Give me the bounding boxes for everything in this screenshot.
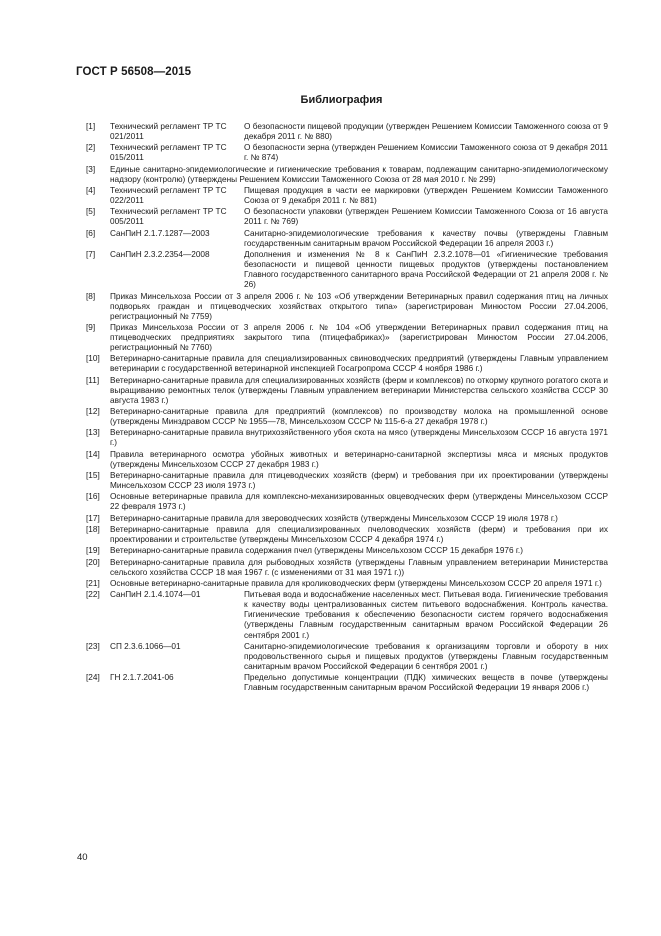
bibliography-entry	[86, 450, 608, 470]
entry-number: [20]	[86, 557, 100, 567]
entry-number: [7]	[86, 250, 96, 260]
entry-description: Основные ветеринарные правила для комплексно-механизированных овцеводческих ферм (утверждены Минсельхозом СССР 22 февраля 1973 г.)	[110, 492, 608, 512]
bibliography-entry	[86, 250, 608, 290]
entry-number: [9]	[86, 322, 96, 332]
entry-number: [4]	[86, 186, 96, 196]
entry-number: [14]	[86, 449, 100, 459]
entry-description: Санитарно-эпидемиологические требования к организациям торговли и обороту в них продовольственного сырья и пищевых продуктов (утверждены Главным государственным санитарным врачом Российской Федерации 6 сентября 2001 г.)	[244, 641, 608, 671]
bibliography-entry	[86, 471, 608, 491]
entry-description: Правила ветеринарного осмотра убойных животных и ветеринарно-санитарной экспертизы мяса и мясных продуктов (утверждены Минсельхозом СССР 27 декабря 1983 г.)	[110, 449, 608, 469]
entry-description: Ветеринарно-санитарные правила для специализированных свиноводческих предприятий (утверждены Главным управлением ветеринарии с государственной ветеринарной инспекцией Госагропрома СССР 4 ноября 1986 г.)	[110, 354, 608, 374]
bibliography-entry	[86, 492, 608, 512]
bibliography-list	[86, 122, 608, 695]
entry-description: Дополнения и изменения № 8 к СанПиН 2.3.2.1078—01 «Гигиенические требования безопасности и пищевой ценности пищевых продуктов (утверждены постановлением Главного государственного санитарного врача Российской Федерации от 21 апреля 2008 г. № 26)	[244, 250, 608, 290]
bibliography-entry	[86, 165, 608, 185]
entry-document-code: Технический регламент ТР ТС 005/2011	[110, 207, 227, 227]
bibliography-entry	[86, 354, 608, 374]
page-number: 40	[77, 852, 88, 863]
bibliography-entry	[86, 207, 608, 227]
entry-description: О безопасности пищевой продукции (утвержден Решением Комиссии Таможенного союза от 9 декабря 2011 г. № 880)	[244, 122, 608, 142]
entry-number: [17]	[86, 513, 100, 523]
entry-description: Санитарно-эпидемиологические требования к качеству почвы (утверждены Главным государственным санитарным врачом Российской Федерации 16 апреля 2003 г.)	[244, 228, 608, 248]
entry-description: Ветеринарно-санитарные правила для звероводческих хозяйств (утверждены Минсельхозом СССР 19 июля 1978 г.)	[110, 513, 558, 523]
entry-number: [2]	[86, 143, 96, 153]
bibliography-entry	[86, 546, 608, 556]
bibliography-entry	[86, 590, 608, 640]
entry-description: Приказ Минсельхоза России от 3 апреля 2006 г. № 104 «Об утверждении Ветеринарных правил содержания птиц на птицеводческих предприятиях закрытого типа (птицефабриках)» (зарегистрирован Минюстом России 27.04.2006, регистрационный № 7760)	[110, 322, 608, 352]
entry-document-code: СанПиН 2.1.4.1074—01	[110, 590, 201, 600]
entry-document-code: СанПиН 2.3.2.2354—2008	[110, 250, 210, 260]
bibliography-entry	[86, 407, 608, 427]
entry-description: Ветеринарно-санитарные правила для специализированных хозяйств (ферм и комплексов) по откорму крупного рогатого скота и выращиванию ремонтных телок (утверждены Главным управлением ветеринарии Министерства сельского хозяйства СССР 30 августа 1983 г.)	[110, 375, 608, 405]
entry-document-code: Технический регламент ТР ТС 021/2011	[110, 122, 227, 142]
entry-number: [19]	[86, 546, 100, 556]
entry-number: [10]	[86, 354, 100, 364]
entry-description: Предельно допустимые концентрации (ПДК) химических веществ в почве (утверждены Главным государственным санитарным врачом Российской Федерации 19 января 2006 г.)	[244, 673, 608, 693]
entry-number: [11]	[86, 375, 100, 385]
bibliography-entry	[86, 558, 608, 578]
bibliography-entry	[86, 428, 608, 448]
bibliography-entry	[86, 229, 608, 249]
entry-description: Единые санитарно-эпидемиологические и гигиенические требования к товарам, подлежащим санитарно-эпидемиологическому надзору (контролю) (утверждены Решением Комиссии Таможенного Союза от 28 мая 2010 г. № 299)	[110, 164, 608, 184]
entry-description: Пищевая продукция в части ее маркировки (утвержден Решением Комиссии Таможенного Союза от 9 декабря 2011 г. № 881)	[244, 186, 608, 206]
bibliography-entry	[86, 514, 608, 524]
entry-number: [3]	[86, 164, 96, 174]
entry-number: [21]	[86, 579, 100, 589]
entry-description: Ветеринарно-санитарные правила для предприятий (комплексов) по производству молока на промышленной основе (утверждены Минздравом СССР № 1955—78, Минсельхозом СССР № 115-6-а 27 декабря 1978 г.)	[110, 407, 608, 427]
entry-document-code: Технический регламент ТР ТС 022/2011	[110, 186, 227, 206]
bibliography-entry	[86, 579, 608, 589]
bibliography-title: Библиография	[300, 94, 383, 106]
bibliography-entry	[86, 292, 608, 322]
bibliography-entry	[86, 143, 608, 163]
entry-number: [15]	[86, 471, 100, 481]
entry-description: Ветеринарно-санитарные правила для специализированных пчеловодческих хозяйств (ферм) и требования при их проектировании и строительстве (утверждены Минсельхозом СССР 4 декабря 1974 г.)	[110, 525, 608, 545]
bibliography-entry	[86, 642, 608, 672]
entry-number: [6]	[86, 228, 96, 238]
entry-number: [1]	[86, 122, 96, 131]
entry-number: [23]	[86, 641, 100, 651]
entry-number: [18]	[86, 525, 100, 535]
bibliography-entry	[86, 673, 608, 693]
entry-description: Ветеринарно-санитарные правила для птицеводческих хозяйств (ферм) и требования при их проектировании (утверждены Минсельхозом СССР 23 июля 1973 г.)	[110, 471, 608, 491]
entry-document-code: СанПиН 2.1.7.1287—2003	[110, 228, 210, 238]
entry-description: Питьевая вода и водоснабжение населенных мест. Питьевая вода. Гигиенические требования к качеству воды централизованных систем питьевого водоснабжения. Контроль качества. Гигиенические требования к обеспечению безопасности систем горячего водоснабжения (утверждены Главным государственным санитарным врачом Российской Федерации 26 сентября 2001 г.)	[244, 590, 608, 640]
entry-description: Ветеринарно-санитарные правила содержания пчел (утверждены Минсельхозом СССР 15 декабря 1976 г.)	[110, 546, 523, 556]
entry-document-code: СП 2.3.6.1066—01	[110, 641, 181, 651]
entry-number: [16]	[86, 492, 100, 502]
entry-document-code: ГН 2.1.7.2041-06	[110, 673, 174, 683]
entry-number: [13]	[86, 428, 100, 438]
bibliography-entry	[86, 525, 608, 545]
entry-number: [12]	[86, 407, 100, 417]
bibliography-entry	[86, 122, 608, 142]
entry-description: Приказ Минсельхоза России от 3 апреля 2006 г. № 103 «Об утверждении Ветеринарных правил содержания птиц на личных подворьях граждан и птицеводческих хозяйствах открытого типа» (зарегистрирован Минюстом России 27.04.2006, регистрационный № 7759)	[110, 291, 608, 321]
entry-description: О безопасности зерна (утвержден Решением Комиссии Таможенного союза от 9 декабря 2011 г. № 874)	[244, 143, 608, 163]
entry-description: Основные ветеринарно-санитарные правила для кролиководческих ферм (утверждены Минсельхозом СССР 20 апреля 1971 г.)	[110, 579, 602, 589]
entry-document-code: Технический регламент ТР ТС 015/2011	[110, 143, 227, 163]
entry-description: Ветеринарно-санитарные правила для рыбоводных хозяйств (утверждены Главным управлением ветеринарии Министерства сельского хозяйства СССР 18 мая 1967 г. (с изменениями от 31 мая 1971 г.))	[110, 557, 608, 577]
entry-number: [8]	[86, 291, 96, 301]
bibliography-entry	[86, 376, 608, 406]
entry-description: Ветеринарно-санитарные правила внутрихозяйственного убоя скота на мясо (утверждены Минсельхозом СССР 16 августа 1971 г.)	[110, 428, 608, 448]
bibliography-entry	[86, 186, 608, 206]
entry-number: [5]	[86, 207, 96, 217]
bibliography-entry	[86, 323, 608, 353]
entry-description: О безопасности упаковки (утвержден Решением Комиссии Таможенного Союза от 16 августа 2011 г. № 769)	[244, 207, 608, 227]
page-header: ГОСТ Р 56508—2015	[76, 66, 192, 78]
entry-number: [24]	[86, 673, 100, 683]
entry-number: [22]	[86, 590, 100, 600]
